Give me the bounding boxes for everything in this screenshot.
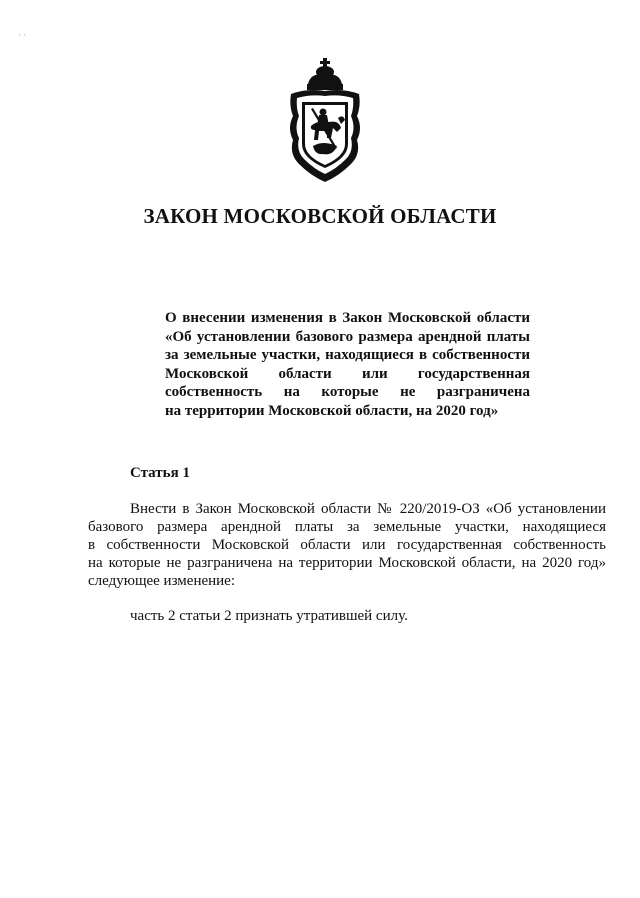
paragraph-line: базового размера арендной платы за земельные участки, находящиеся (88, 519, 606, 535)
subject-line: «Об установлении базового размера арендной платы (165, 328, 530, 345)
subject-line: О внесении изменения в Закон Московской области (165, 310, 530, 326)
paragraph-line: следующее изменение: (88, 573, 236, 589)
subject-line: за земельные участки, находящиеся в собственности (165, 347, 530, 364)
document-title: ЗАКОН МОСКОВСКОЙ ОБЛАСТИ (143, 204, 497, 228)
article-paragraph (88, 500, 606, 590)
law-subject (165, 309, 530, 421)
subject-line: Московской области или государственная (165, 365, 530, 382)
article-heading: Статья 1 (130, 465, 190, 481)
paragraph-line: в собственности Московской области или государственная собственность (88, 537, 606, 553)
paragraph-line: Внести в Закон Московской области № 220/2019-ОЗ «Об установлении (130, 501, 606, 517)
article-paragraph (88, 607, 606, 625)
subject-line: на территории Московской области, на 2020 год» (165, 402, 499, 419)
paragraph-line: на которые не разграничена на территории Московской области, на 2020 год» (88, 555, 606, 571)
paragraph-line: часть 2 статьи 2 признать утратившей силу. (130, 608, 408, 624)
coat-of-arms-icon (283, 58, 367, 184)
scan-specks: · · (18, 30, 27, 40)
subject-line: собственность на которые не разграничена (165, 384, 530, 401)
